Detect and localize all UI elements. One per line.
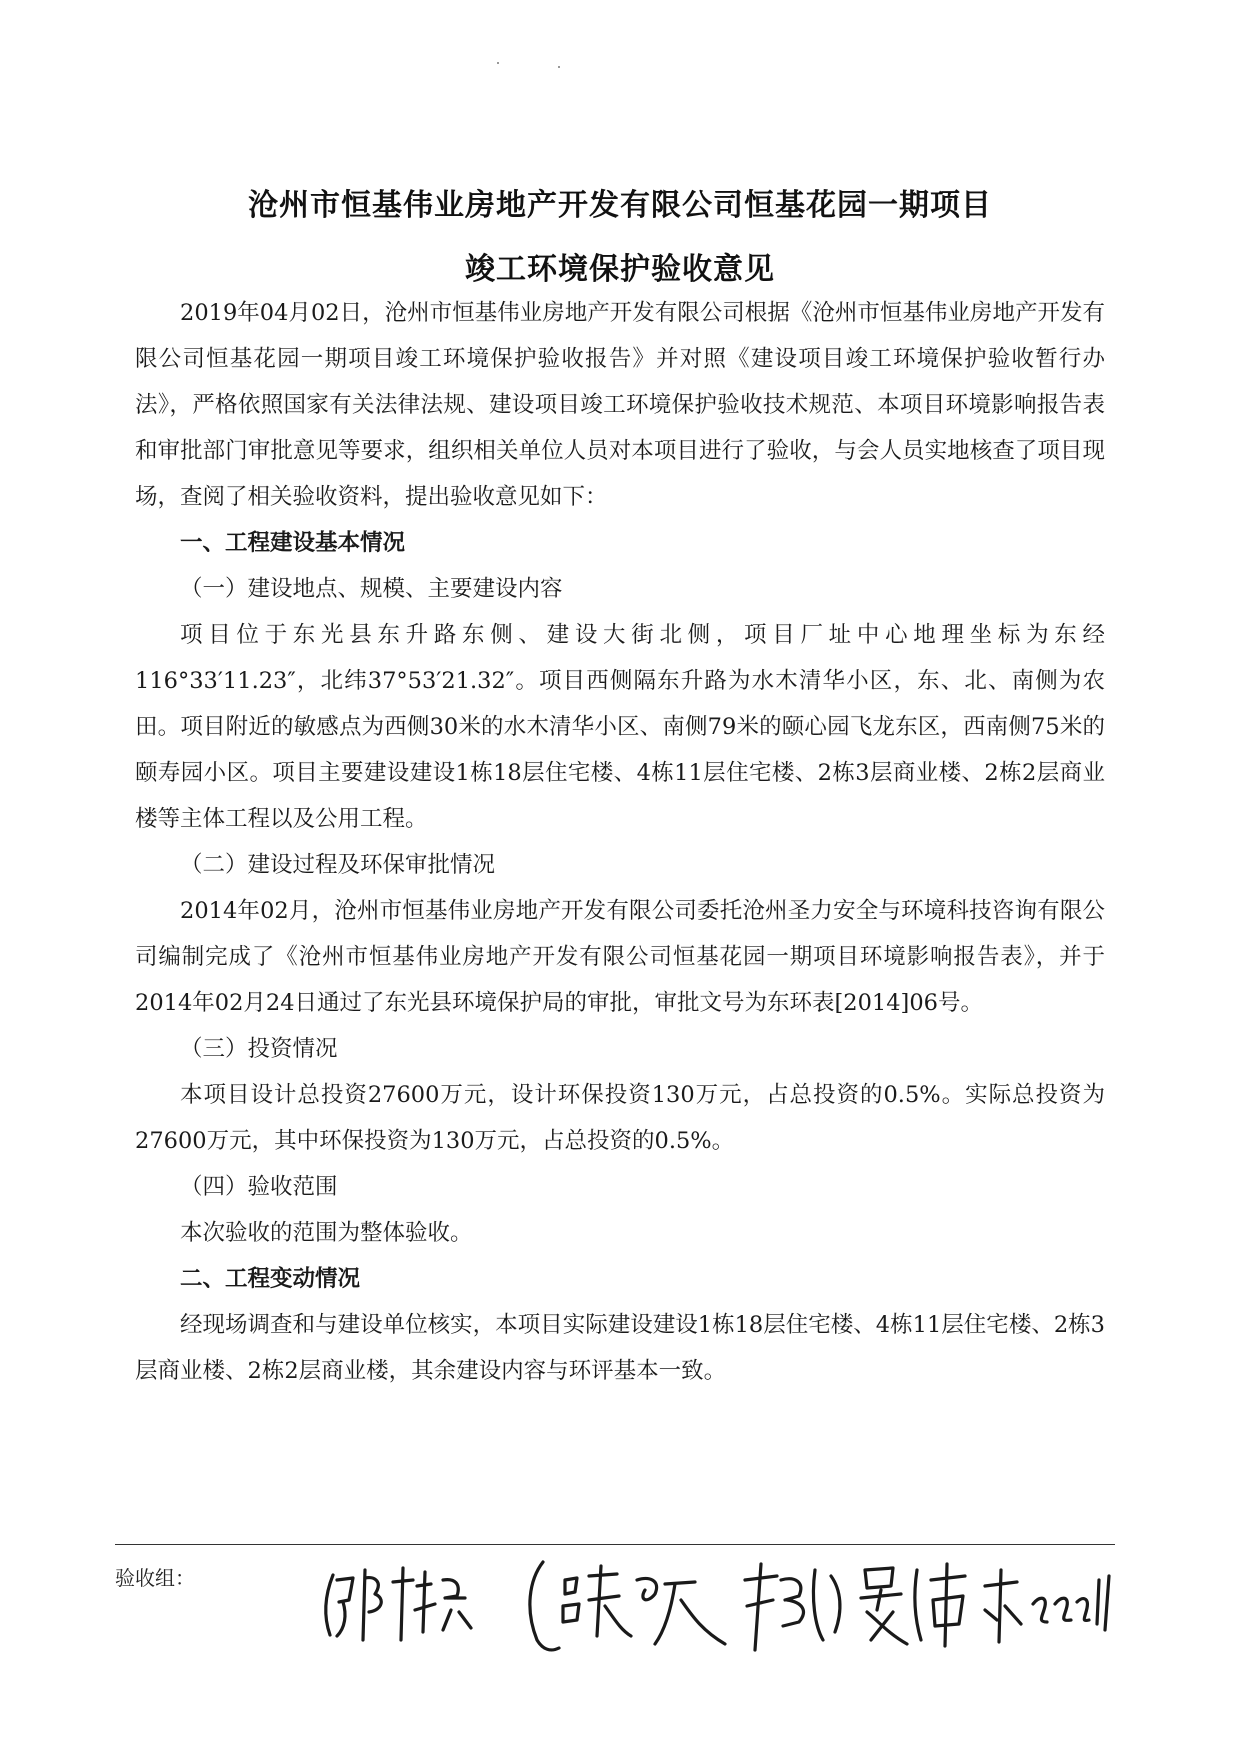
document-title-line2: 竣工环境保护验收意见	[465, 252, 775, 287]
section1-sub3-text: 本项目设计总投资27600万元，设计环保投资130万元，占总投资的0.5%。实际总投资为27600万元，其中环保投资为130万元，占总投资的0.5%。	[135, 1082, 1105, 1154]
section1-sub1-heading: （一）建设地点、规模、主要建设内容	[180, 576, 563, 602]
scan-speck	[497, 62, 499, 64]
intro-paragraph: 2019年04月02日，沧州市恒基伟业房地产开发有限公司根据《沧州市恒基伟业房地产开发有限公司恒基花园一期项目竣工环境保护验收报告》并对照《建设项目竣工环境保护验收暂行办法》，严格依照国家有关法律法规、建设项目竣工环境保护验收技术规范、本项目环境影响报告表和审批部门审批意见等要求，组织相关单位人员对本项目进行了验收，与会人员实地核查了项目现场，查阅了相关验收资料，提出验收意见如下：	[135, 300, 1105, 510]
signature-block	[115, 1540, 1125, 1660]
document-title-line1: 沧州市恒基伟业房地产开发有限公司恒基花园一期项目	[248, 188, 992, 223]
section2-text: 经现场调查和与建设单位核实，本项目实际建设建设1栋18层住宅楼、4栋11层住宅楼、2栋3层商业楼、2栋2层商业楼，其余建设内容与环评基本一致。	[135, 1312, 1105, 1384]
section1-sub4-text: 本次验收的范围为整体验收。	[180, 1220, 473, 1246]
signature-4	[861, 1564, 965, 1646]
document-body	[135, 290, 1105, 1394]
scan-speck	[558, 66, 560, 68]
signature-2	[530, 1562, 725, 1650]
section1-sub2-text: 2014年02月，沧州市恒基伟业房地产开发有限公司委托沧州圣力安全与环境科技咨询有限公司编制完成了《沧州市恒基伟业房地产开发有限公司恒基花园一期项目环境影响报告表》，并于2014年02月24日通过了东光县环境保护局的审批，审批文号为东环表[2014]06号。	[135, 898, 1105, 1016]
section1-sub4-heading: （四）验收范围	[180, 1174, 338, 1200]
section1-sub3-heading: （三）投资情况	[180, 1036, 338, 1062]
section1-sub1-text: 项目位于东光县东升路东侧、建设大街北侧，项目厂址中心地理坐标为东经116°33′11.23″，北纬37°53′21.32″。项目西侧隔东升路为水木清华小区，东、北、南侧为农田。项目附近的敏感点为西侧30米的水木清华小区、南侧79米的颐心园飞龙东区，西南侧75米的颐寿园小区。项目主要建设建设1栋18层住宅楼、4栋11层住宅楼、2栋3层商业楼、2栋2层商业楼等主体工程以及公用工程。	[135, 622, 1105, 832]
signature-3	[745, 1564, 840, 1650]
signature-5	[985, 1570, 1109, 1642]
section2-heading: 二、工程变动情况	[180, 1266, 361, 1292]
handwritten-signatures	[225, 1540, 1125, 1660]
signature-1	[326, 1568, 471, 1640]
section1-sub2-heading: （二）建设过程及环保审批情况	[180, 852, 496, 878]
section1-heading: 一、工程建设基本情况	[180, 530, 406, 556]
signature-label: 验收组：	[115, 1566, 195, 1590]
